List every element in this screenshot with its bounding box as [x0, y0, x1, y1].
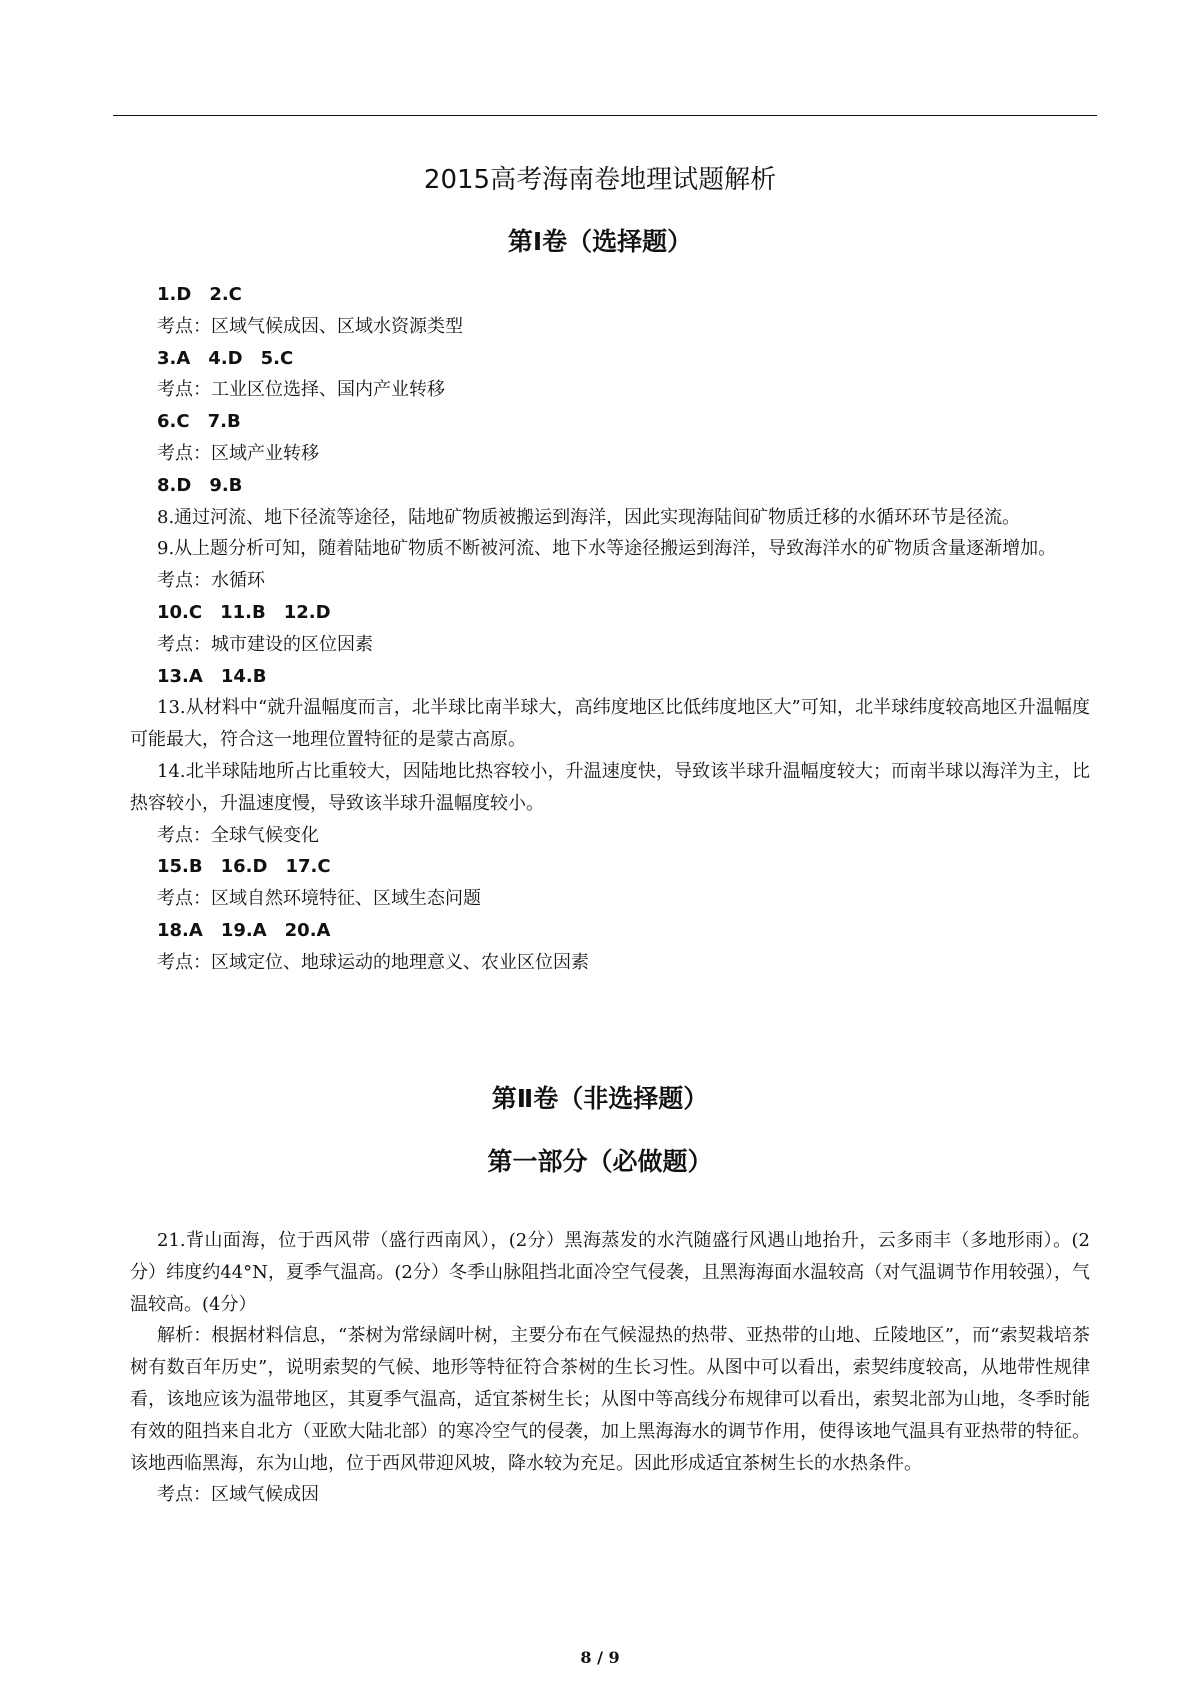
answer-item: 7.B	[207, 411, 241, 433]
answer-item: 1.D	[157, 284, 192, 305]
header-rule	[113, 115, 1097, 116]
answer-item: 17.C	[285, 856, 331, 878]
part2-subheading: 第一部分（必做题）	[487, 1147, 713, 1176]
question-21	[130, 1225, 1090, 1511]
explanation-paragraph: 8.通过河流、地下径流等途径，陆地矿物质被搬运到海洋，因此实现海陆间矿物质迁移的水循环环节是径流。	[157, 506, 1021, 528]
answer-item: 13.A	[157, 665, 203, 687]
answer-row	[130, 661, 1090, 693]
answer-row	[130, 470, 1090, 502]
answer-item: 8.D	[157, 474, 192, 496]
answer-row	[130, 343, 1090, 375]
answer-item: 4.D	[208, 347, 243, 369]
answer-item: 20.A	[284, 919, 331, 941]
explanation-paragraph: 13.从材料中“就升温幅度而言，北半球比南半球大，高纬度地区比低纬度地区大”可知，北半球纬度较高地区升温幅度可能最大，符合这一地理位置特征的是蒙古高原。	[130, 697, 1090, 751]
part1-answers	[130, 279, 1090, 979]
key-point: 考点：区域定位、地球运动的地理意义、农业区位因素	[157, 951, 589, 973]
part2-heading: 第Ⅱ卷（非选择题）	[491, 1084, 709, 1113]
answer-row	[130, 915, 1090, 947]
part1-heading: 第Ⅰ卷（选择题）	[507, 227, 693, 256]
answer-item: 18.A	[157, 919, 203, 941]
key-point: 考点：全球气候变化	[157, 824, 319, 846]
answer-row	[130, 597, 1090, 629]
answer-item: 9.B	[209, 474, 243, 496]
explanation-paragraph: 9.从上题分析可知，随着陆地矿物质不断被河流、地下水等途径搬运到海洋，导致海洋水的矿物质含量逐渐增加。	[157, 538, 1057, 560]
answer-item: 3.A	[157, 347, 191, 369]
answer-row	[130, 279, 1090, 311]
answer-item: 12.D	[283, 601, 331, 623]
q21-point: 考点：区域气候成因	[157, 1484, 319, 1506]
answer-item: 2.C	[209, 284, 242, 305]
answer-row	[130, 851, 1090, 883]
document-title: 2015高考海南卷地理试题解析	[423, 165, 777, 195]
answer-item: 19.A	[220, 919, 267, 941]
answer-item: 16.D	[220, 856, 268, 878]
q21-analysis: 解析：根据材料信息，“茶树为常绿阔叶树，主要分布在气候湿热的热带、亚热带的山地、丘陵地区”，而“索契栽培茶树有数百年历史”，说明索契的气候、地形等特征符合茶树的生长习性。从图中可以看出，索契纬度较高，从地带性规律看，该地应该为温带地区，其夏季气温高，适宜茶树生长；从图中等高线分布规律可以看出，索契北部为山地，冬季时能有效的阻挡来自北方（亚欧大陆北部）的寒冷空气的侵袭，加上黑海海水的调节作用，使得该地气温具有亚热带的特征。该地西临黑海，东为山地，位于西风带迎风坡，降水较为充足。因此形成适宜茶树生长的水热条件。	[130, 1325, 1090, 1474]
answer-item: 15.B	[157, 856, 203, 878]
page-number: 8 / 9	[580, 1648, 620, 1667]
explanation-paragraph: 14.北半球陆地所占比重较大，因陆地比热容较小，升温速度快，导致该半球升温幅度较大；而南半球以海洋为主，比热容较小，升温速度慢，导致该半球升温幅度较小。	[130, 760, 1090, 814]
q21-answer: 21.背山面海，位于西风带（盛行西南风），(2分）黑海蒸发的水汽随盛行风遇山地抬升，云多雨丰（多地形雨）。(2分）纬度约44°N，夏季气温高。(2分）冬季山脉阻挡北面冷空气侵袭，且黑海海面水温较高（对气温调节作用较强），气温较高。(4分）	[130, 1230, 1090, 1315]
key-point: 考点：区域自然环境特征、区域生态问题	[157, 888, 481, 910]
key-point: 考点：城市建设的区位因素	[157, 633, 373, 655]
answer-row	[130, 406, 1090, 438]
answer-item: 6.C	[157, 411, 190, 433]
answer-item: 10.C	[157, 601, 203, 623]
key-point: 考点：区域气候成因、区域水资源类型	[157, 315, 463, 337]
answer-item: 5.C	[260, 347, 294, 369]
answer-item: 14.B	[220, 665, 267, 687]
answer-item: 11.B	[220, 601, 266, 623]
key-point: 考点：水循环	[157, 570, 265, 592]
key-point: 考点：区域产业转移	[157, 442, 319, 464]
key-point: 考点：工业区位选择、国内产业转移	[157, 379, 445, 401]
